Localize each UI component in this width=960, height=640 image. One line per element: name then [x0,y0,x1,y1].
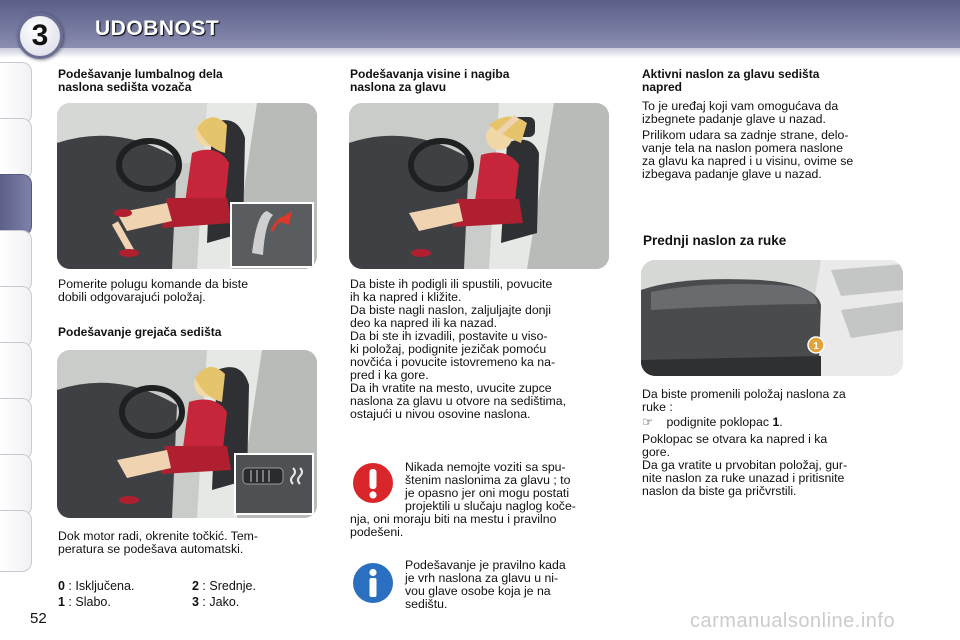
header-fade [0,48,960,58]
heating-level-2: 2 : Srednje. [192,579,256,593]
armrest-text: Da biste promenili položaj naslona za ruke : ☞ podignite poklopac 1. Poklopac se otvara ka napred i ka gore. Da ga vratite u prvobitan položaj, gur- nite naslon za ruke unazad i pritisnite naslon da biste ga pričvrstili. [642,388,904,498]
warning-text-indented: Nikada nemojte voziti sa spu- štenim naslonima za glavu ; to je opasno jer oni mogu postati projektili u slučaju naglog koče- [405,460,576,513]
headrest-text: Da biste ih podigli ili spustili, povucite ih ka napred i kližite. Da biste nagli naslon, zaljuljajte donji deo ka napred ili ka nazad. Da bi ste ih izvadili, postavite u viso- ki položaj, podignite jezičak pomoću novčića i povucite istovremeno ka na- pred i ka gore. Da ih vratite na mesto, uvucite zupce naslona za glavu u otvore na sedištima, ostajući u nivou osovine naslona. [350,277,567,421]
lumbar-text: Pomerite polugu komande da biste dobili odgovarajući položaj. [58,277,249,304]
pointing-hand-icon: ☞ [642,415,654,429]
warning-text-full: nja, oni moraju biti na mestu i pravilno podešeni. [350,512,557,539]
info-text: Podešavanje je pravilno kada je vrh naslona za glavu u ni- vou glave osobe koja je na sedištu. [405,558,566,611]
heating-heading: Podešavanje grejača sedišta [58,325,222,339]
armrest-callout-1: 1 [813,341,819,352]
chapter-tabs [0,62,34,574]
heating-level-0: 0 : Isključena. [58,579,135,593]
armrest-heading: Prednji naslon za ruke [643,233,787,248]
headrest-photo [349,103,609,269]
chapter-tab-9[interactable] [0,510,32,572]
armrest-photo [641,260,903,376]
heating-photo [57,350,317,518]
chapter-tab-2[interactable] [0,118,32,180]
info-i-icon [352,562,394,604]
armrest-bullet: ☞ podignite poklopac 1. [642,415,783,429]
heating-text: Dok motor radi, okrenite točkić. Tem- peratura se podešava automatski. [58,529,259,556]
warning-exclamation-icon [352,462,394,504]
chapter-number-badge: 3 [17,13,63,59]
lumbar-photo [57,103,317,269]
chapter-tab-8[interactable] [0,454,32,516]
active-headrest-text: To je uređaj koji vam omogućava da izbegnete padanje glave u nazad. Prilikom udara sa zadnje strane, delo- vanje tela na naslon pomera naslone za glavu ka napred i u visinu, ovime se izbegava padanje glave u nazad. [642,99,854,181]
chapter-tab-3-active[interactable] [0,174,32,236]
chapter-tab-4[interactable] [0,230,32,292]
headrest-heading: Podešavanja visine i nagiba naslona za glavu [350,67,510,94]
chapter-tab-1[interactable] [0,62,32,124]
heating-level-1: 1 : Slabo. [58,595,111,609]
heating-level-3: 3 : Jako. [192,595,240,609]
chapter-tab-5[interactable] [0,286,32,348]
active-headrest-heading: Aktivni naslon za glavu sedišta napred [642,67,820,94]
page-number: 52 [30,610,47,627]
watermark: carmanualsonline.info [690,610,896,632]
chapter-title: UDOBNOST [95,17,220,40]
chapter-tab-7[interactable] [0,398,32,460]
chapter-tab-6[interactable] [0,342,32,404]
lumbar-heading: Podešavanje lumbalnog dela naslona sedišta vozača [58,67,223,94]
